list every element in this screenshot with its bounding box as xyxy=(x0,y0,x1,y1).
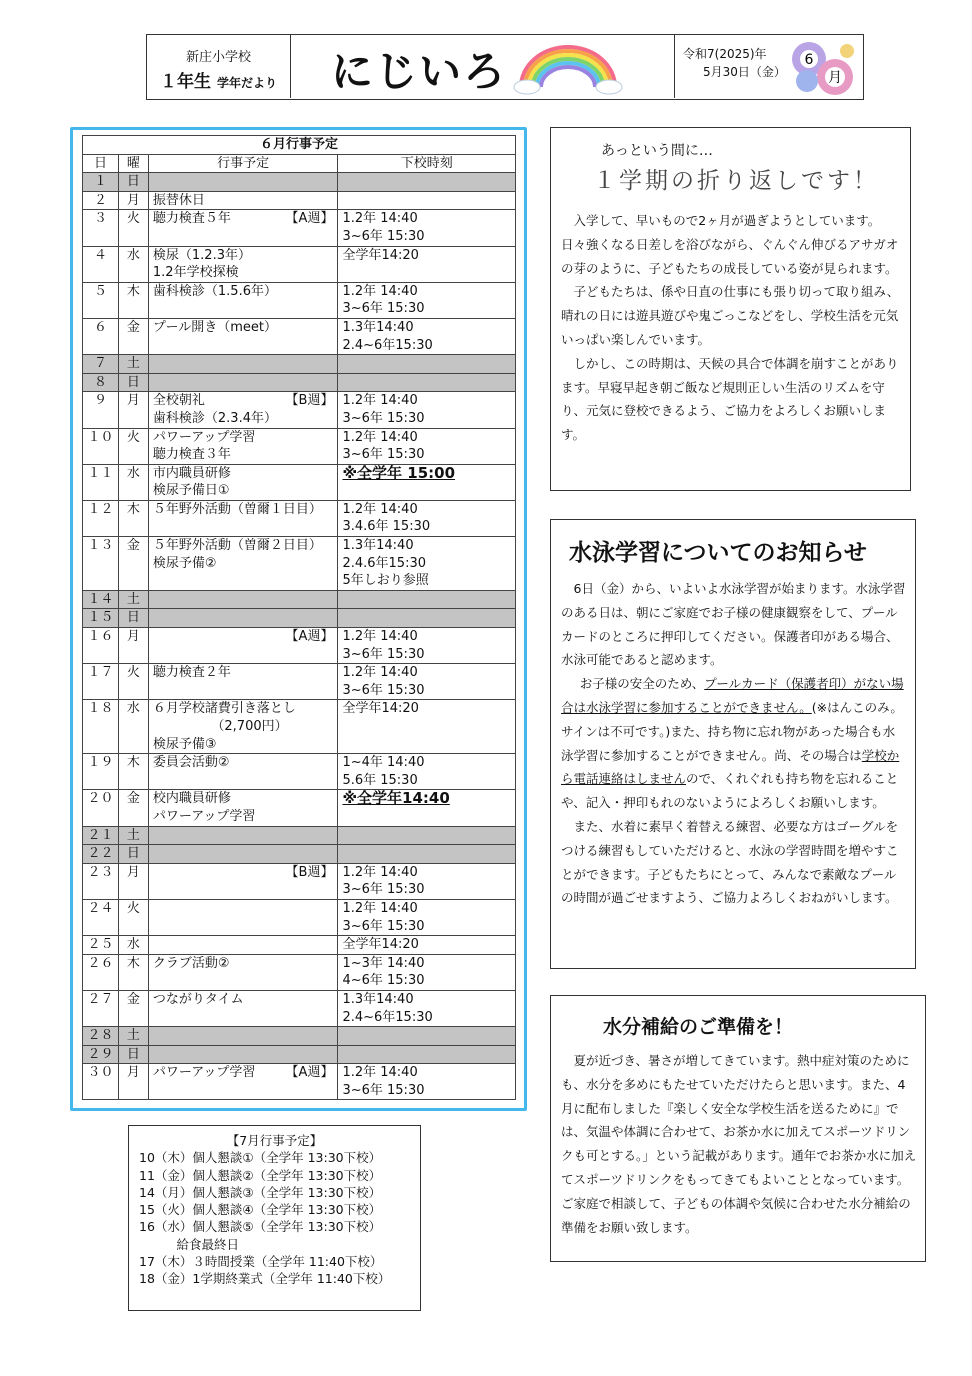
schedule-time-line: 3~6年 15:30 xyxy=(342,682,425,698)
school-name: 新庄小学校 xyxy=(185,50,251,65)
schedule-time-line: 3~6年 15:30 xyxy=(342,410,425,426)
schedule-header-cell: 行事予定 xyxy=(148,154,338,173)
schedule-time-line: 全学年14:20 xyxy=(342,937,419,953)
july-line: 給食最終日 xyxy=(139,1236,240,1252)
schedule-dismissal xyxy=(338,537,516,591)
schedule-time-line: 4~6年 15:30 xyxy=(342,973,425,989)
schedule-weekday: 火 xyxy=(118,428,148,464)
schedule-row xyxy=(83,590,516,609)
schedule-weekday: 木 xyxy=(118,282,148,318)
schedule-event-line: 委員会活動② xyxy=(152,755,230,771)
schedule-time-line: 1.2年 14:40 xyxy=(342,900,418,916)
schedule-row xyxy=(83,537,516,591)
schedule-week-label: 【A週】 xyxy=(285,629,334,645)
schedule-event xyxy=(148,355,338,374)
schedule-time-line: 1.2年 14:40 xyxy=(342,211,418,227)
swimming-para-3: また、水着に素早く着替える練習、必要な方はゴーグルをつける練習もしていただけると、水泳の学習時間を増やすことができます。子どもたちにとって、みんなで素敵なプールの時間が過ごせますよう、ご協力よろしくおねがいします。 xyxy=(561,818,899,906)
schedule-weekday: 火 xyxy=(118,210,148,246)
month-badge-unit: 月 xyxy=(828,70,842,86)
schedule-weekday: 土 xyxy=(118,590,148,609)
schedule-event xyxy=(148,210,338,246)
swimming-notice xyxy=(550,519,916,969)
schedule-time-line: 1.3年14:40 xyxy=(342,319,414,335)
schedule-row xyxy=(83,282,516,318)
schedule-time-line: 2.4.6年15:30 xyxy=(342,555,426,571)
schedule-dismissal xyxy=(338,318,516,354)
newsletter-title: にじいろ xyxy=(331,47,508,96)
schedule-event xyxy=(148,318,338,354)
newsletter-header xyxy=(146,34,864,100)
schedule-time-line: 1.2年 14:40 xyxy=(342,629,418,645)
schedule-event xyxy=(148,700,338,754)
schedule-row xyxy=(83,845,516,864)
schedule-event-line: 歯科検診（1.5.6年） xyxy=(152,283,277,299)
schedule-day: ３ xyxy=(83,210,119,246)
swimming-para-2a: お子様の安全のため、 xyxy=(579,676,705,692)
hydrangea-icon xyxy=(789,37,861,97)
schedule-event-line: 検尿予備② xyxy=(152,555,217,571)
schedule-event-line: 聴力検査５年 xyxy=(152,211,231,227)
schedule-header-cell: 曜 xyxy=(118,154,148,173)
schedule-time-line: 1.2年 14:40 xyxy=(342,665,418,681)
schedule-event-line: 検尿予備③ xyxy=(152,736,217,752)
schedule-event-line: つながりタイム xyxy=(152,991,244,1007)
schedule-dismissal xyxy=(338,392,516,428)
schedule-dismissal xyxy=(338,282,516,318)
swimming-para-2c: ので、くれぐれも持ち物を忘れることや、記入・押印もれのないようによろしくお願いします。 xyxy=(561,771,899,811)
schedule-event xyxy=(148,246,338,282)
schedule-weekday: 木 xyxy=(118,754,148,790)
notice-paragraph: 入学して、早いもので2ヶ月が過ぎようとしています。日々強くなる日差しを浴びながら、ぐんぐん伸びるアサガオの芽のように、子どもたちの成長している姿が見られます。 xyxy=(561,213,899,276)
schedule-event xyxy=(148,1027,338,1046)
schedule-day: ２５ xyxy=(83,936,119,955)
schedule-event xyxy=(148,1064,338,1100)
schedule-day: ２６ xyxy=(83,954,119,990)
schedule-dismissal xyxy=(338,609,516,628)
schedule-event-line xyxy=(153,900,334,918)
schedule-dismissal xyxy=(338,664,516,700)
schedule-weekday: 金 xyxy=(118,990,148,1026)
schedule-event xyxy=(148,845,338,864)
schedule-event-line xyxy=(153,845,334,863)
july-line: 10（木）個人懇談①（全学年 13:30下校） xyxy=(139,1150,382,1166)
schedule-row xyxy=(83,954,516,990)
schedule-time-line: 3~6年 15:30 xyxy=(342,882,425,898)
schedule-event xyxy=(148,754,338,790)
schedule-row xyxy=(83,700,516,754)
schedule-time-line: 1.2年 14:40 xyxy=(342,501,418,517)
schedule-event xyxy=(148,428,338,464)
schedule-event-line: （2,700円） xyxy=(152,719,288,734)
hydration-notice xyxy=(550,995,926,1262)
schedule-row xyxy=(83,210,516,246)
schedule-event xyxy=(148,537,338,591)
schedule-event-line: 1.2年学校探検 xyxy=(152,265,239,281)
schedule-day: １ xyxy=(83,173,119,192)
schedule-day: ４ xyxy=(83,246,119,282)
schedule-time-line: 2.4~6年15:30 xyxy=(342,337,433,353)
schedule-time-line: 1~3年 14:40 xyxy=(342,955,425,971)
schedule-event xyxy=(148,500,338,536)
schedule-dismissal xyxy=(338,210,516,246)
schedule-time-line: 3~6年 15:30 xyxy=(342,447,425,463)
july-line: 17（木）３時間授業（全学年 11:40下校） xyxy=(139,1254,383,1270)
header-school-block xyxy=(147,35,291,98)
schedule-dismissal xyxy=(338,628,516,664)
schedule-day: ９ xyxy=(83,392,119,428)
schedule-event xyxy=(148,609,338,628)
schedule-event-line: クラブ活動② xyxy=(152,955,230,971)
schedule-event-line xyxy=(153,609,334,627)
schedule-event-line xyxy=(153,1046,334,1064)
notice-paragraph: 子どもたちは、係や日直の仕事にも張り切って取り組み、晴れの日には遊具遊びや鬼ごっこなどをし、学校生活を元気いっぱい楽しんでいます。 xyxy=(561,284,900,347)
schedule-time-line: ※全学年14:40 xyxy=(342,789,450,808)
schedule-event-line: ５年野外活動（曽爾１日目） xyxy=(152,501,322,517)
schedule-event-line: 市内職員研修 xyxy=(152,465,231,481)
schedule-time-line: 3~6年 15:30 xyxy=(342,301,425,317)
schedule-header-cell: 下校時刻 xyxy=(338,154,516,173)
schedule-event xyxy=(148,1045,338,1064)
swimming-para-2-underlined: プールカード（保護者印）がない場合は水泳学習に参加することができません。 xyxy=(561,676,904,715)
schedule-row xyxy=(83,664,516,700)
schedule-weekday: 火 xyxy=(118,664,148,700)
schedule-weekday: 月 xyxy=(118,392,148,428)
schedule-dismissal xyxy=(338,373,516,392)
schedule-time-line: 1~4年 14:40 xyxy=(342,755,425,771)
notice-body xyxy=(551,195,910,447)
schedule-weekday: 月 xyxy=(118,863,148,899)
schedule-dismissal xyxy=(338,845,516,864)
swimming-para-1: 6日（金）から、いよいよ水泳学習が始まります。水泳学習のある日は、朝にご家庭でお子様の健康観察をして、プールカードのところに押印してください。保護者印がある場合、水泳可能であると認めます。 xyxy=(561,581,906,668)
schedule-time-line: 1.2年 14:40 xyxy=(342,1065,418,1081)
schedule-dismissal xyxy=(338,1045,516,1064)
schedule-event xyxy=(148,191,338,210)
july-line: 15（火）個人懇談④（全学年 13:30下校） xyxy=(139,1202,382,1218)
schedule-day: １８ xyxy=(83,700,119,754)
schedule-weekday: 土 xyxy=(118,1027,148,1046)
schedule-dismissal xyxy=(338,754,516,790)
schedule-weekday: 土 xyxy=(118,355,148,374)
grade-label: １年生 xyxy=(160,72,212,92)
schedule-week-label: 【B週】 xyxy=(285,393,334,409)
schedule-time-line: 1.2年 14:40 xyxy=(342,864,418,880)
schedule-event-line: 校内職員研修 xyxy=(152,791,231,807)
schedule-row xyxy=(83,609,516,628)
schedule-dismissal xyxy=(338,500,516,536)
schedule-time-line: 3~6年 15:30 xyxy=(342,1082,425,1098)
schedule-body xyxy=(83,173,516,1100)
schedule-time-line: 3.4.6年 15:30 xyxy=(342,519,431,535)
schedule-event xyxy=(148,590,338,609)
schedule-day: ２ xyxy=(83,191,119,210)
schedule-day: １０ xyxy=(83,428,119,464)
notice-heading: １学期の折り返しです！ xyxy=(593,168,879,194)
schedule-row xyxy=(83,191,516,210)
schedule-time-line: 3~6年 15:30 xyxy=(342,918,425,934)
schedule-dismissal xyxy=(338,700,516,754)
schedule-weekday: 日 xyxy=(118,373,148,392)
schedule-time-line xyxy=(342,173,511,191)
schedule-weekday: 木 xyxy=(118,954,148,990)
schedule-event xyxy=(148,826,338,845)
schedule-weekday: 水 xyxy=(118,246,148,282)
schedule-dismissal xyxy=(338,954,516,990)
schedule-weekday: 水 xyxy=(118,464,148,500)
schedule-dismissal xyxy=(338,990,516,1026)
schedule-row xyxy=(83,173,516,192)
schedule-event-line: 検尿（1.2.3年） xyxy=(152,247,251,263)
schedule-event-line: 全校朝礼 xyxy=(152,393,205,409)
schedule-event xyxy=(148,899,338,935)
schedule-week-label: 【A週】 xyxy=(285,211,334,227)
schedule-row xyxy=(83,500,516,536)
schedule-event xyxy=(148,954,338,990)
schedule-row xyxy=(83,899,516,935)
schedule-week-label: 【A週】 xyxy=(285,1065,334,1081)
schedule-event-line: プール開き（meet） xyxy=(152,319,278,335)
schedule-dismissal xyxy=(338,428,516,464)
schedule-time-line xyxy=(342,1027,511,1045)
schedule-dismissal xyxy=(338,464,516,500)
schedule-event xyxy=(148,373,338,392)
schedule-weekday: 日 xyxy=(118,1045,148,1064)
schedule-time-line: 3~6年 15:30 xyxy=(342,228,425,244)
schedule-event xyxy=(148,628,338,664)
schedule-time-line xyxy=(342,591,511,609)
schedule-row xyxy=(83,863,516,899)
schedule-title: ６月行事予定 xyxy=(83,136,516,155)
schedule-event xyxy=(148,790,338,826)
schedule-event-line: ６月学校諸費引き落とし xyxy=(152,701,296,717)
schedule-row xyxy=(83,628,516,664)
schedule-dismissal xyxy=(338,173,516,192)
schedule-event-line xyxy=(153,374,334,392)
july-title: 【7月行事予定】 xyxy=(226,1133,323,1148)
schedule-time-line: 5年しおり参照 xyxy=(342,573,429,589)
schedule-event-line: パワーアップ学習 xyxy=(152,1065,256,1081)
schedule-weekday: 金 xyxy=(118,537,148,591)
schedule-weekday: 木 xyxy=(118,500,148,536)
schedule-weekday: 日 xyxy=(118,609,148,628)
schedule-time-line: 1.2年 14:40 xyxy=(342,283,418,299)
schedule-dismissal xyxy=(338,246,516,282)
july-lines xyxy=(139,1149,410,1287)
schedule-day: １６ xyxy=(83,628,119,664)
header-date-block xyxy=(674,35,862,98)
schedule-row xyxy=(83,936,516,955)
schedule-event-line: パワーアップ学習 xyxy=(152,808,256,824)
schedule-weekday: 金 xyxy=(118,318,148,354)
schedule-event-line: ５年野外活動（曽爾２日目） xyxy=(152,538,322,554)
schedule-week-label: 【B週】 xyxy=(285,864,334,880)
schedule-row xyxy=(83,373,516,392)
schedule-day: １７ xyxy=(83,664,119,700)
schedule-day: ２８ xyxy=(83,1027,119,1046)
schedule-row xyxy=(83,826,516,845)
schedule-day: ２３ xyxy=(83,863,119,899)
schedule-day: ３０ xyxy=(83,1064,119,1100)
schedule-dismissal xyxy=(338,355,516,374)
schedule-event-line: 聴力検査２年 xyxy=(152,665,231,681)
schedule-day: ２７ xyxy=(83,990,119,1026)
schedule-weekday: 金 xyxy=(118,790,148,826)
schedule-row xyxy=(83,754,516,790)
issue-year: 令和7(2025)年 xyxy=(683,47,767,61)
schedule-event xyxy=(148,173,338,192)
schedule-header-cell: 日 xyxy=(83,154,119,173)
schedule-row xyxy=(83,318,516,354)
schedule-header-row xyxy=(83,154,516,173)
schedule-weekday: 水 xyxy=(118,700,148,754)
swimming-para-2-underlined-2: 学校から電話連絡はしません xyxy=(561,747,900,787)
schedule-row xyxy=(83,1027,516,1046)
schedule-weekday: 水 xyxy=(118,936,148,955)
schedule-weekday: 火 xyxy=(118,899,148,935)
schedule-weekday: 土 xyxy=(118,826,148,845)
schedule-row xyxy=(83,990,516,1026)
swimming-para-2b: (※はんこのみ。サインは不可です。)また、持ち物に忘れ物があった場合も水泳学習に参加することができません。尚、その場合は xyxy=(561,699,903,763)
schedule-event xyxy=(148,936,338,955)
notice-paragraph: しかし、この時期は、天候の具合で体調を崩すことがあります。早寝早起き朝ご飯など規則正しい生活のリズムを守り、元気に登校できるよう、ご協力をよろしくお願いします。 xyxy=(561,355,899,443)
schedule-event-line xyxy=(153,936,334,954)
schedule-event-line: パワーアップ学習 xyxy=(152,429,256,445)
schedule-weekday: 月 xyxy=(118,1064,148,1100)
schedule-time-line xyxy=(342,355,511,373)
schedule-time-line xyxy=(342,374,511,392)
schedule-time-line: 2.4~6年15:30 xyxy=(342,1009,433,1025)
schedule-dismissal xyxy=(338,863,516,899)
schedule-day: ８ xyxy=(83,373,119,392)
schedule-day: ２２ xyxy=(83,845,119,864)
schedule-day: ２９ xyxy=(83,1045,119,1064)
schedule-time-line xyxy=(342,845,511,863)
schedule-event xyxy=(148,664,338,700)
schedule-row xyxy=(83,464,516,500)
schedule-event-line xyxy=(153,827,334,845)
schedule-dismissal xyxy=(338,1027,516,1046)
swimming-para-2 xyxy=(561,672,907,815)
grade-line xyxy=(147,67,290,92)
rainbow-icon xyxy=(513,39,623,95)
schedule-time-line xyxy=(342,609,511,627)
july-line: 16（水）個人懇談⑤（全学年 13:30下校） xyxy=(139,1219,382,1235)
month-badge-number: 6 xyxy=(804,52,814,68)
swimming-body xyxy=(551,567,915,910)
schedule-dismissal xyxy=(338,826,516,845)
schedule-row xyxy=(83,1064,516,1100)
schedule-row xyxy=(83,246,516,282)
schedule-time-line: 全学年14:20 xyxy=(342,701,419,717)
schedule-dismissal xyxy=(338,790,516,826)
schedule-day: ５ xyxy=(83,282,119,318)
schedule-row xyxy=(83,428,516,464)
schedule-row xyxy=(83,1045,516,1064)
schedule-time-line xyxy=(342,1046,511,1064)
schedule-day: １４ xyxy=(83,590,119,609)
header-title-block xyxy=(291,35,674,98)
schedule-event-line: 聴力検査３年 xyxy=(152,447,231,463)
schedule-time-line: 1.3年14:40 xyxy=(342,538,414,554)
schedule-time-line: ※全学年 15:00 xyxy=(342,463,456,482)
schedule-dismissal xyxy=(338,899,516,935)
schedule-weekday: 日 xyxy=(118,845,148,864)
notice-lead: あっという間に… xyxy=(601,143,713,159)
schedule-time-line: 全学年14:20 xyxy=(342,247,419,263)
schedule-time-line: 1.2年 14:40 xyxy=(342,393,418,409)
schedule-day: ６ xyxy=(83,318,119,354)
schedule-dismissal xyxy=(338,191,516,210)
schedule-time-line: 5.6年 15:30 xyxy=(342,772,418,788)
july-schedule-box xyxy=(128,1125,421,1311)
schedule-day: ２１ xyxy=(83,826,119,845)
schedule-event-line: 振替休日 xyxy=(152,192,205,208)
schedule-day: １１ xyxy=(83,464,119,500)
schedule-day: １３ xyxy=(83,537,119,591)
schedule-time-line: 1.3年14:40 xyxy=(342,991,414,1007)
schedule-day: ２４ xyxy=(83,899,119,935)
schedule-weekday: 月 xyxy=(118,191,148,210)
june-schedule-table xyxy=(82,135,516,1100)
hydration-body xyxy=(551,1039,925,1239)
swimming-heading: 水泳学習についてのお知らせ xyxy=(569,540,867,566)
july-line: 11（金）個人懇談②（全学年 13:30下校） xyxy=(139,1167,382,1183)
schedule-day: １２ xyxy=(83,500,119,536)
schedule-time-line: 3~6年 15:30 xyxy=(342,646,425,662)
schedule-event-line xyxy=(153,1027,334,1045)
schedule-day: ７ xyxy=(83,355,119,374)
schedule-dismissal xyxy=(338,1064,516,1100)
schedule-event-line xyxy=(153,173,334,191)
hydration-heading: 水分補給のご準備を！ xyxy=(603,1016,794,1038)
schedule-weekday: 日 xyxy=(118,173,148,192)
schedule-day: ２０ xyxy=(83,790,119,826)
term-midpoint-notice xyxy=(550,127,911,491)
july-line: 18（金）1学期終業式（全学年 11:40下校） xyxy=(139,1271,391,1287)
schedule-weekday: 月 xyxy=(118,628,148,664)
newsletter-subtitle: 学年だより xyxy=(216,76,277,90)
schedule-day: １９ xyxy=(83,754,119,790)
schedule-event xyxy=(148,863,338,899)
schedule-time-line xyxy=(342,192,511,210)
schedule-row xyxy=(83,790,516,826)
schedule-event-line: 歯科検診（2.3.4年） xyxy=(152,410,277,426)
schedule-event xyxy=(148,990,338,1026)
schedule-day: １５ xyxy=(83,609,119,628)
schedule-dismissal xyxy=(338,936,516,955)
schedule-row xyxy=(83,355,516,374)
issue-date: 5月30日（金） xyxy=(703,65,786,79)
schedule-time-line: 1.2年 14:40 xyxy=(342,429,418,445)
hydration-para: 夏が近づき、暑さが増してきています。熱中症対策のためにも、水分を多めにもたせていただけたらと思います。また、4月に配布しました『楽しく安全な学校生活を送るために』では、気温や体調に合わせて、お茶か水に加えてスポーツドリンクも可とする。」という記載があります。通年でお茶か水に加えてスポーツドリンクをもってきてもよいこととなっています。ご家庭で相談して、子どもの体調や気候に合わせた水分補給の準備をお願い致します。 xyxy=(561,1053,917,1235)
schedule-time-line xyxy=(342,827,511,845)
schedule-dismissal xyxy=(338,590,516,609)
july-line: 14（月）個人懇談③（全学年 13:30下校） xyxy=(139,1184,382,1200)
schedule-event-line xyxy=(153,591,334,609)
schedule-event-line: 検尿予備日① xyxy=(152,483,230,499)
schedule-row xyxy=(83,392,516,428)
schedule-event xyxy=(148,464,338,500)
schedule-event xyxy=(148,392,338,428)
schedule-event xyxy=(148,282,338,318)
schedule-event-line xyxy=(153,355,334,373)
